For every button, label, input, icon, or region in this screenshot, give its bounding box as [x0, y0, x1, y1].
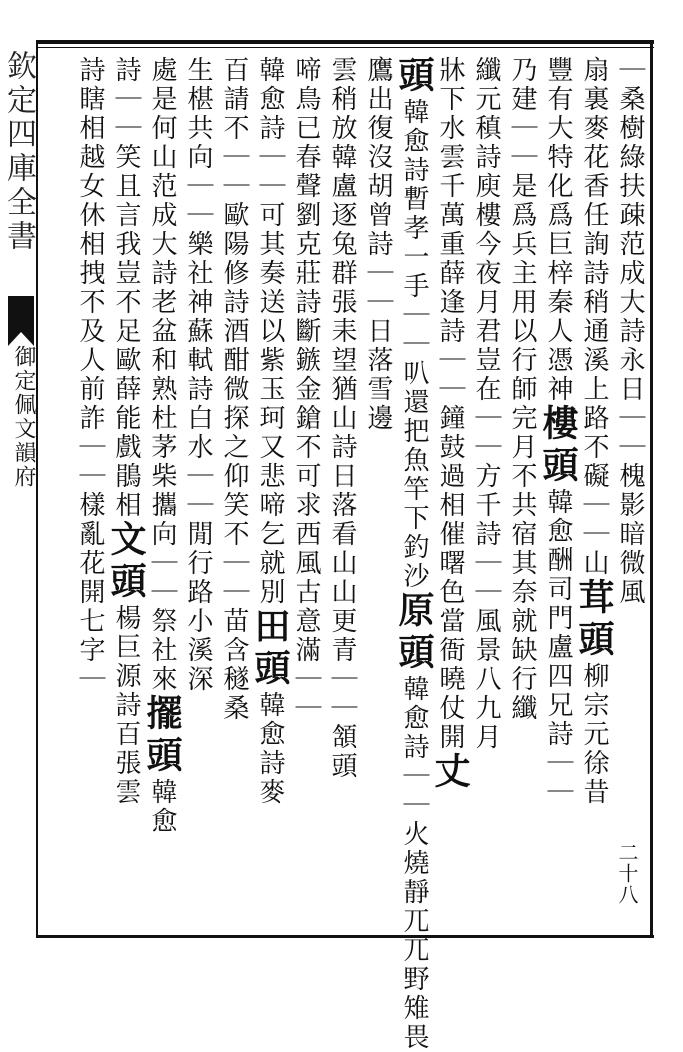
text-column	[217, 56, 250, 932]
entry-text: 雲稍放韓盧逐兔群張耒望猶山詩日落看山山更青｜｜頷頭	[327, 56, 357, 781]
text-column	[469, 56, 502, 932]
text-column	[537, 56, 579, 932]
text-column	[73, 56, 106, 932]
text-column	[573, 56, 615, 932]
entry-heading: 茸頭	[573, 578, 615, 662]
entry-text: 生椹共向｜｜樂社神蘇軾詩白水｜｜閒行路小溪深	[183, 56, 213, 694]
entry-text: 啼鳥已春聲劉克莊詩斷鏃金鎗不可求西風古意滿｜｜	[291, 56, 321, 723]
text-column	[289, 56, 322, 932]
text-column	[325, 56, 358, 932]
text-column	[141, 56, 183, 932]
entry-text: 柳宗元徐昔	[579, 662, 609, 807]
entry-text: 韓愈	[147, 778, 177, 836]
entry-text: 苗含穟桑	[219, 607, 249, 723]
folio-number: 二十八	[615, 842, 639, 905]
text-column	[429, 56, 471, 932]
text-column	[505, 56, 538, 932]
entry-text: 韓愈詩麥	[255, 691, 285, 807]
entry-text: 韓愈詩｜｜火燒靜兀兀野雉畏	[399, 675, 429, 1052]
entry-text: 樣亂花開七字｜	[75, 491, 105, 694]
entry-text: 叭還把魚竿下釣沙	[399, 359, 429, 591]
entry-text: 處是何山范成大詩老盆和熟杜茅柴攜向｜｜祭社來	[147, 56, 177, 694]
bottom-border-rule	[36, 935, 654, 938]
text-column	[105, 56, 147, 932]
margin-book-title: 御定佩文韻府	[11, 345, 36, 489]
entry-text: 百請不｜｜歐陽修詩酒酣微探之仰笑不｜｜	[219, 56, 249, 607]
entry-heading: 田頭	[249, 607, 291, 691]
entry-text: 纖元稹詩庾樓今夜月君豈在｜｜方千詩｜｜風景八九月	[471, 56, 501, 752]
entry-text: 詩瞎相越女休相拽不及人前詐｜｜	[75, 56, 105, 491]
entry-text: 鷹出復沒胡曾詩｜｜日落雪邊	[363, 56, 393, 433]
entry-text: 楊巨源詩百張雲	[111, 604, 141, 807]
entry-text: 乃建｜｜是爲兵主用以行師	[507, 56, 537, 404]
fish-tail-mark	[8, 296, 34, 332]
left-border-rule	[36, 40, 38, 938]
entry-heading: 樓頭	[537, 404, 579, 488]
top-border-thin-rule	[36, 47, 654, 48]
text-column	[181, 56, 214, 932]
text-column	[393, 56, 435, 1052]
entry-text: 完月不共宿其奈就缺行纖	[507, 404, 537, 723]
entry-heading: 頭	[393, 56, 435, 98]
entry-heading: 丈	[429, 752, 471, 794]
entry-heading: 擺頭	[141, 694, 183, 778]
entry-text: 詩｜｜笑且言我豈不足歐薛能戲鵑相	[111, 56, 141, 520]
entry-text: 韓愈詩｜｜可其奏送以紫玉珂又悲啼乞就別	[255, 56, 285, 607]
top-border-rule	[36, 40, 654, 44]
entry-heading: 文頭	[105, 520, 147, 604]
entry-text: 豐有大特化爲巨梓秦人憑神	[543, 56, 573, 404]
entry-text: 牀下水雲千萬重薛逢詩｜｜鐘鼓過相催曙色當衙曉仗開	[435, 56, 465, 752]
right-border-rule	[650, 40, 653, 938]
entry-text: 韓愈酬司門盧四兄詩｜｜	[543, 488, 573, 807]
margin-collection-title: 欽定四庫全書	[1, 50, 36, 254]
text-column	[249, 56, 291, 932]
entry-heading: 原頭	[393, 591, 435, 675]
text-column	[361, 56, 394, 932]
text-columns	[46, 56, 646, 1052]
entry-text: 扇裏麥花香任詢詩稍通溪上路不礙｜｜山	[579, 56, 609, 578]
entry-text: 韓愈詩暫孝一手｜｜	[399, 98, 429, 359]
entry-text: ｜桑樹綠扶疎范成大詩永日｜｜槐影暗微風	[615, 56, 645, 607]
text-column	[613, 56, 646, 932]
